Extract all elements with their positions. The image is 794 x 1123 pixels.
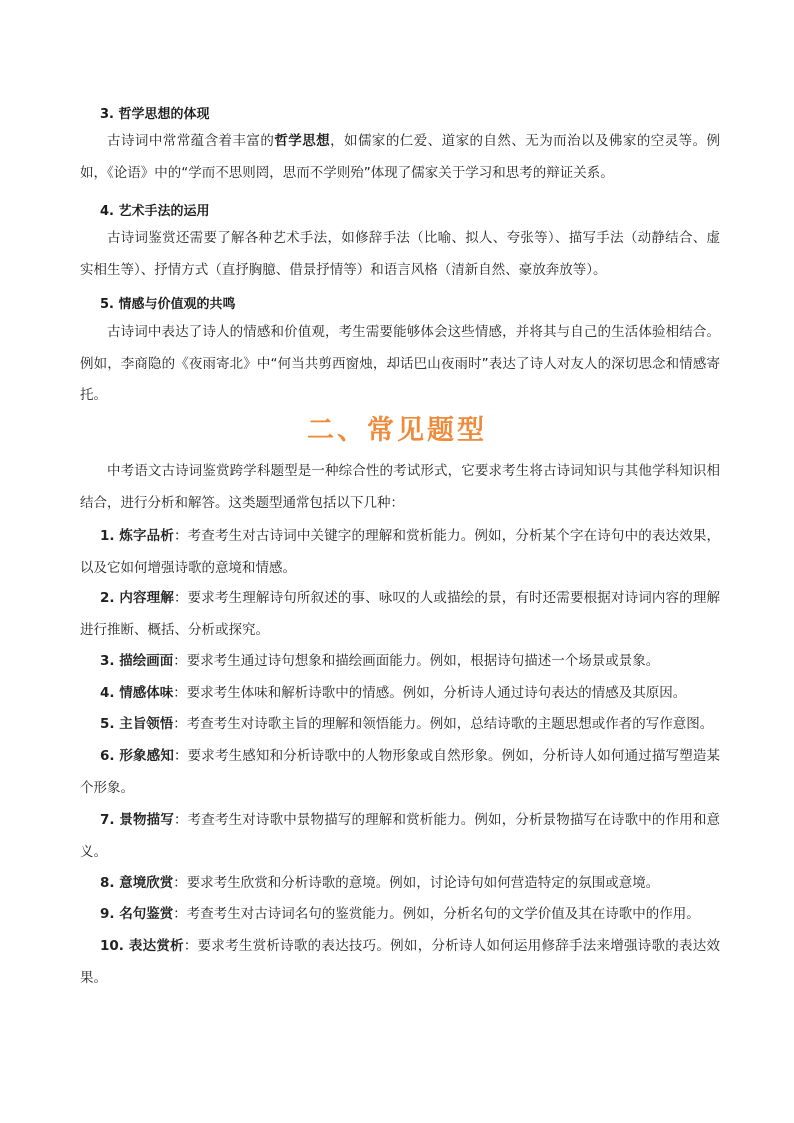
section-4-heading: 4. 艺术手法的运用 [100,204,210,219]
question-type-item [80,678,720,710]
item-text: ：要求考生理解诗句所叙述的事、咏叹的人或描绘的景，有时还需要根据对诗词内容的理解进行推断、概括、分析或探究。 [80,590,720,638]
question-type-item [80,709,720,741]
question-type-item [80,899,720,931]
item-label: 7. 景物描写 [100,812,174,828]
item-label: 4. 情感体味 [100,685,174,701]
item-text: ：考查考生对古诗词名句的鉴赏能力。例如，分析名句的文学价值及其在诗歌中的作用。 [173,906,700,922]
section-3-text-post: ，如儒家的仁爱、道家的自然、无为而治以及佛家的空灵等。例如，《论语》中的“学而不思则罔，思而不学则殆”体现了儒家关于学习和思考的辩证关系。 [80,133,721,181]
item-text: ：考查考生对古诗词中关键字的理解和赏析能力。例如，分析某个字在诗句中的表达效果，以及它如何增强诗歌的意境和情感。 [80,528,720,576]
section-5-heading: 5. 情感与价值观的共鸣 [100,297,236,312]
question-type-item [80,521,720,584]
item-text: ：要求考生欣赏和分析诗歌的意境。例如，讨论诗句如何营造特定的氛围或意境。 [173,875,660,891]
section-3-heading: 3. 哲学思想的体现 [100,107,210,122]
item-text: ：要求考生赏析诗歌的表达技巧。例如，分析诗人如何运用修辞手法来增强诗歌的表达效果。 [80,938,720,986]
item-label: 9. 名句鉴赏 [100,906,174,922]
question-type-item [80,646,720,678]
item-text: ：要求考生体味和解析诗歌中的情感。例如，分析诗人通过诗句表达的情感及其原因。 [173,685,687,701]
section-4-paragraph: 古诗词鉴赏还需要了解各种艺术手法，如修辞手法（比喻、拟人、夸张等）、描写手法（动静结合、虚实相生等）、抒情方式（直抒胸臆、借景抒情等）和语言风格（清新自然、豪放奔放等）。 [80,230,720,278]
section-3-text-bold: 哲学思想 [274,133,331,149]
section-3-text-pre: 古诗词中常常蕴含着丰富的 [107,133,275,149]
item-label: 3. 描绘画面 [100,653,174,669]
item-text: ：要求考生感知和分析诗歌中的人物形象或自然形象。例如，分析诗人如何通过描写塑造某个形象。 [80,748,720,796]
question-type-item [80,741,720,804]
question-type-item [80,931,720,994]
item-label: 5. 主旨领悟 [100,716,174,732]
section-5-paragraph: 古诗词中表达了诗人的情感和价值观，考生需要能够体会这些情感，并将其与自己的生活体验相结合。例如，李商隐的《夜雨寄北》中“何当共剪西窗烛，却话巴山夜雨时”表达了诗人对友人的深切思念和情感寄托。 [80,324,720,403]
item-text: ：考查考生对诗歌中景物描写的理解和赏析能力。例如，分析景物描写在诗歌中的作用和意义。 [80,812,720,860]
item-text: ：考查考生对诗歌主旨的理解和领悟能力。例如，总结诗歌的主题思想或作者的写作意图。 [173,716,714,732]
item-text: ：要求考生通过诗句想象和描绘画面能力。例如，根据诗句描述一个场景或景象。 [173,653,660,669]
item-label: 1. 炼字品析 [100,528,174,544]
part-2-intro: 中考语文古诗词鉴赏跨学科题型是一种综合性的考试形式，它要求考生将古诗词知识与其他学科知识相结合，进行分析和解答。这类题型通常包括以下几种： [80,463,720,511]
question-type-item [80,583,720,646]
question-type-item [80,868,720,900]
item-label: 2. 内容理解 [100,590,174,606]
part-2-title: 二、常见题型 [307,415,487,446]
section-3-paragraph [80,126,720,189]
item-label: 10. 表达赏析 [100,938,184,954]
question-type-item [80,805,720,868]
item-label: 8. 意境欣赏 [100,875,174,891]
item-label: 6. 形象感知 [100,748,174,764]
